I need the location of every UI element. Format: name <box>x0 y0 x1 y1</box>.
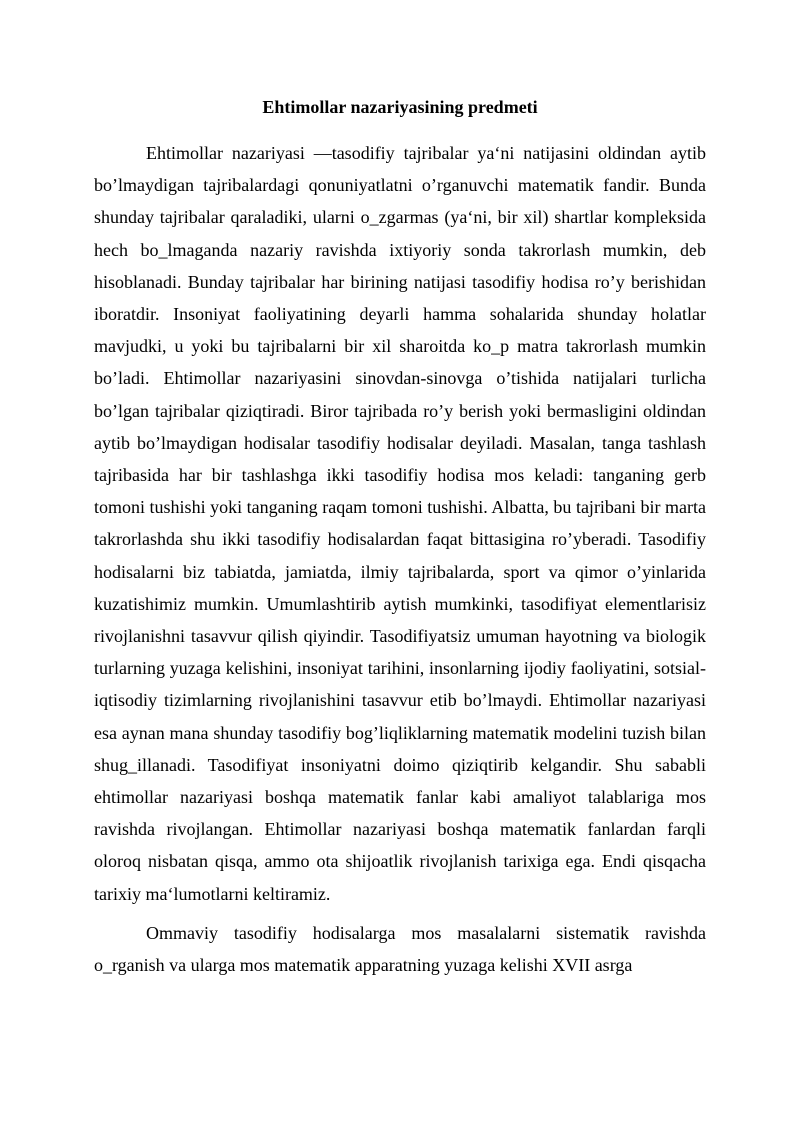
document-title: Ehtimollar nazariyasining predmeti <box>262 97 538 117</box>
paragraph-intro: Ehtimollar nazariyasi ―tasodifiy tajribalar ya‘ni natijasini oldindan aytib bo’lmaydigan tajribalardagi qonuniyatlatni o’rganuvchi matematik fandir. Bunda shunday tajribalar qaraladiki, ularni o_zgarmas (ya‘ni, bir xil) shartlar kompleksida hech bo_lmaganda nazariy ravishda ixtiyoriy sonda takrorlash mumkin, deb hisoblanadi. Bunday tajribalar har birining natijasi tasodifiy hodisa ro’y berishidan iboratdir. Insoniyat faoliyatining deyarli hamma sohalarida shunday holatlar mavjudki, u yoki bu tajribalarni bir xil sharoitda ko_p matra takrorlash mumkin bo’ladi. Ehtimollar nazariyasini sinovdan-sinovga o’tishida natijalari turlicha bo’lgan tajribalar qiziqtiradi. Biror tajribada ro’y berish yoki bermasligini oldindan aytib bo’lmaydigan hodisalar tasodifiy hodisalar deyiladi. Masalan, tanga tashlash tajribasida har bir tashlashga ikki tasodifiy hodisa mos keladi: tanganing gerb tomoni tushishi yoki tanganing raqam tomoni tushishi. Albatta, bu tajribani bir marta takrorlashda shu ikki tasodifiy hodisalardan faqat bittasigina ro’yberadi. Tasodifiy hodisalarni biz tabiatda, jamiatda, ilmiy tajribalarda, sport va qimor o’yinlarida kuzatishimiz mumkin. Umumlashtirib aytish mumkinki, tasodifiyat elementlarisiz rivojlanishni tasavvur qilish qiyindir. Tasodifiyatsiz umuman hayotning va biologik turlarning yuzaga kelishini, insoniyat tarihini, insonlarning ijodiy faoliyatini, sotsial-iqtisodiy tizimlarning rivojlanishini tasavvur etib bo’lmaydi. Ehtimollar nazariyasi esa aynan mana shunday tasodifiy bog’liqliklarning matematik modelini tuzish bilan shug_illanadi. Tasodifiyat insoniyatni doimo qiziqtirib kelgandir. Shu sababli ehtimollar nazariyasi boshqa matematik fanlar kabi amaliyot talablariga mos ravishda rivojlangan. Ehtimollar nazariyasi boshqa matematik fanlardan farqli oloroq nisbatan qisqa, ammo ota shijoatlik rivojlanish tarixiga ega. Endi qisqacha tarixiy ma‘lumotlarni keltiramiz. <box>94 143 706 904</box>
paragraph-history: Ommaviy tasodifiy hodisalarga mos masalalarni sistematik ravishda o_rganish va ularga mos matematik apparatning yuzaga kelishi XVII asrga <box>94 922 706 976</box>
document-body <box>94 137 706 981</box>
